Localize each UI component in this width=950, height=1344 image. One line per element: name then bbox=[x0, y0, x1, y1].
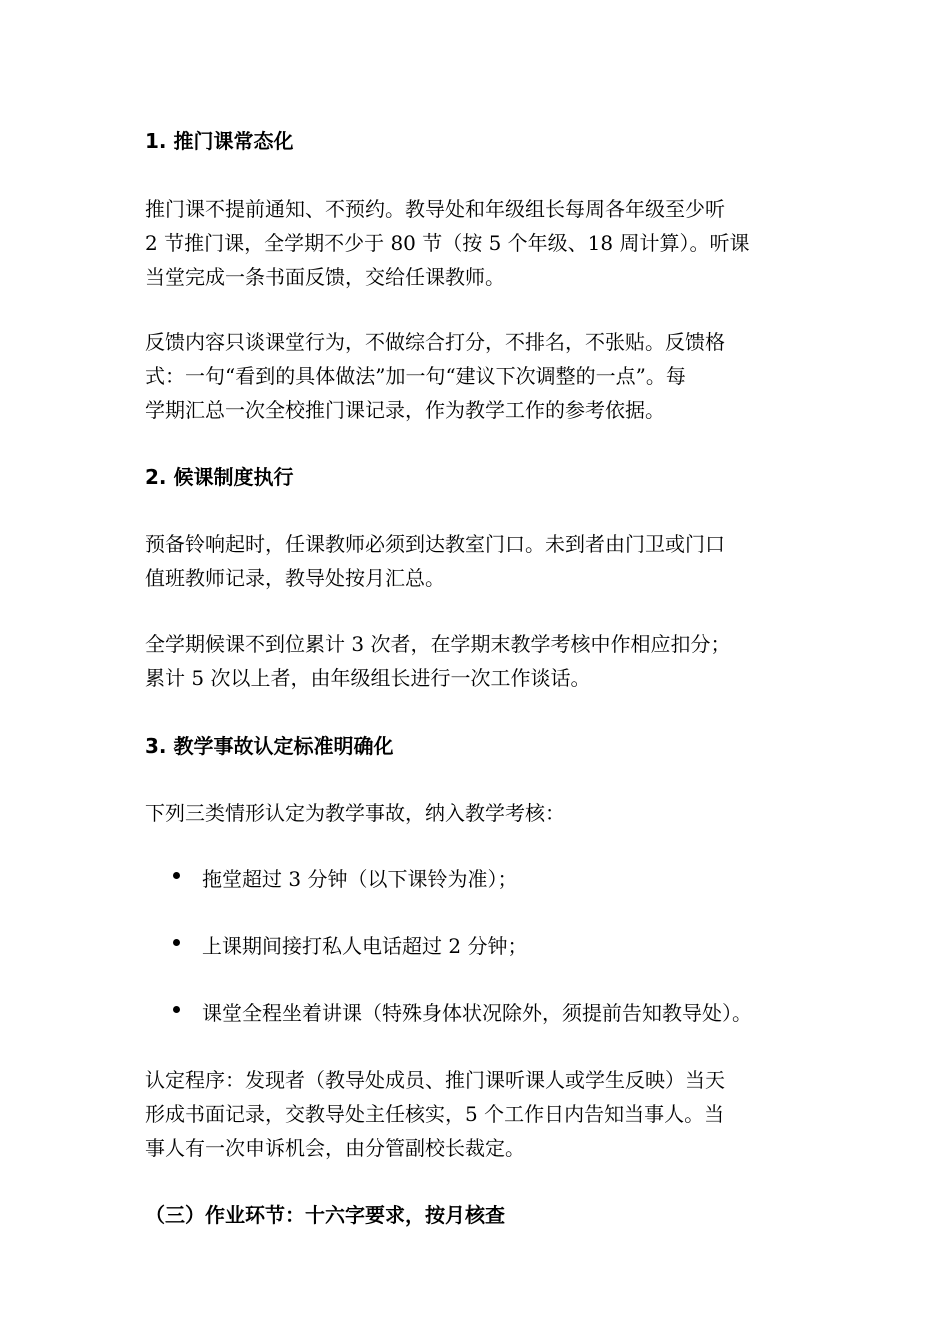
text-line: 学期汇总一次全校推门课记录，作为教学工作的参考依据。 bbox=[145, 398, 665, 422]
text-line: 当堂完成一条书面反馈，交给任课教师。 bbox=[145, 265, 505, 289]
list-item-text: 课堂全程坐着讲课（特殊身体状况除外，须提前告知教导处）。 bbox=[202, 1001, 752, 1025]
subsection-heading: （三）作业环节：十六字要求，按月核查 bbox=[145, 1203, 505, 1227]
list-item-text: 上课期间接打私人电话超过 2 分钟； bbox=[202, 934, 528, 958]
text-line: 值班教师记录，教导处按月汇总。 bbox=[145, 566, 445, 590]
section-heading: 3. 教学事故认定标准明确化 bbox=[145, 734, 394, 758]
text-line: 2 节推门课，全学期不少于 80 节（按 5 个年级、18 周计算）。听课 bbox=[145, 231, 750, 255]
text-line: 式：一句“看到的具体做法”加一句“建议下次调整的一点”。每 bbox=[145, 364, 686, 388]
section-heading: 2. 候课制度执行 bbox=[145, 465, 294, 489]
text-line: 反馈内容只谈课堂行为，不做综合打分，不排名，不张贴。反馈格 bbox=[145, 330, 725, 354]
section-heading: 1. 推门课常态化 bbox=[145, 129, 294, 153]
bullet-dot-icon bbox=[173, 1006, 180, 1013]
text-line: 认定程序：发现者（教导处成员、推门课听课人或学生反映）当天 bbox=[145, 1068, 725, 1092]
bullet-dot-icon bbox=[173, 939, 180, 946]
text-line: 形成书面记录，交教导处主任核实，5 个工作日内告知当事人。当 bbox=[145, 1102, 725, 1126]
bullet-dot-icon bbox=[173, 872, 180, 879]
text-line: 预备铃响起时，任课教师必须到达教室门口。未到者由门卫或门口 bbox=[145, 532, 725, 556]
text-line: 推门课不提前通知、不预约。教导处和年级组长每周各年级至少听 bbox=[145, 197, 725, 221]
paragraph-intro: 下列三类情形认定为教学事故，纳入教学考核： bbox=[145, 801, 565, 825]
text-line: 累计 5 次以上者，由年级组长进行一次工作谈话。 bbox=[145, 666, 591, 690]
text-line: 全学期候课不到位累计 3 次者，在学期末教学考核中作相应扣分； bbox=[145, 632, 731, 656]
text-line: 事人有一次申诉机会，由分管副校长裁定。 bbox=[145, 1136, 525, 1160]
list-item-text: 拖堂超过 3 分钟（以下课铃为准）； bbox=[202, 867, 518, 891]
